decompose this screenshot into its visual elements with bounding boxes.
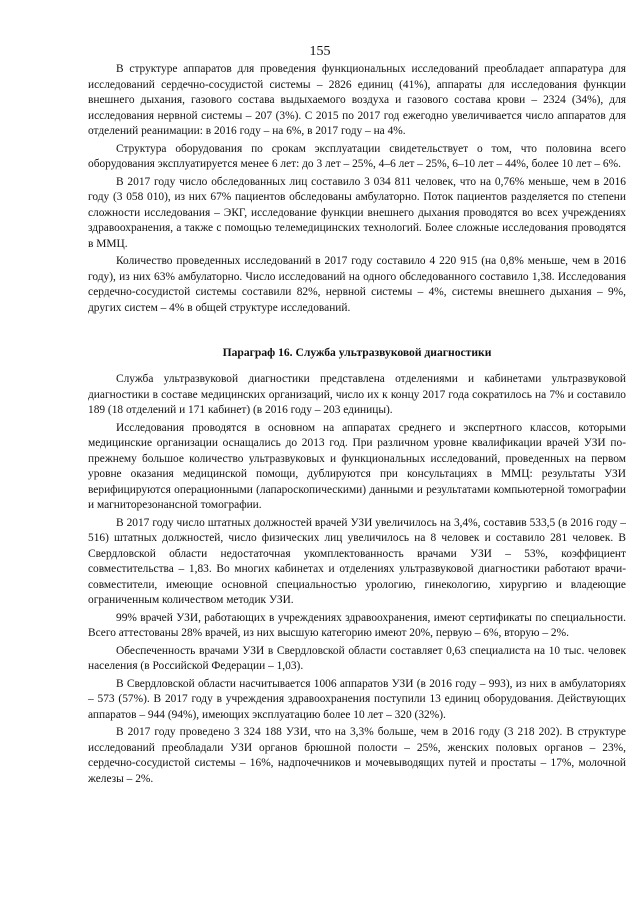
section-title: Параграф 16. Служба ультразвуковой диагностики bbox=[222, 346, 492, 359]
body-text-after bbox=[88, 372, 626, 789]
paragraph: 99% врачей УЗИ, работающих в учреждениях здравоохранения, имеют сертификаты по специальности. Всего аттестованы 28% врачей, из них высшую категорию имеют 20%, первую – 6%, вторую – 2%. bbox=[88, 611, 626, 639]
paragraph: Служба ультразвуковой диагностики представлена отделениями и кабинетами ультразвуковой диагностики в составе медицинских организаций, число их к концу 2017 года сократилось на 7% и составило 189 (18 отделений и 171 кабинет) (в 2016 году – 203 единицы). bbox=[88, 373, 626, 416]
paragraph: Исследования проводятся в основном на аппаратах среднего и экспертного классов, которыми медицинские организации оснащались до 2013 год. При различном уровне квалификации врачей УЗИ по-прежнему большое количество ультразвуковых и функциональных исследований, проведенных на первом уровне оказания медицинской помощи, дублируются при консультациях в ММЦ: результаты УЗИ верифицируются операционными (лапароскопическими) данными и результатами компьютерной томографии и магниторезонансной томографии. bbox=[88, 421, 626, 511]
paragraph: В 2017 году число штатных должностей врачей УЗИ увеличилось на 3,4%, составив 533,5 (в 2016 году – 516) штатных должностей, число физических лиц увеличилось на 8 человек и составило 281 человек. В Свердловской области недостаточная укомплектованность врачами УЗИ – 53%, коэффициент совместительства – 1,83. Во многих кабинетах и отделениях ультразвуковой диагностики работают врачи-совместители, имеющие основной специальностью урологию, гинекологию, хирургию и владеющие ограниченным количеством методик УЗИ. bbox=[88, 516, 626, 606]
paragraph: В Свердловской области насчитывается 1006 аппаратов УЗИ (в 2016 году – 993), из них в амбулаториях – 573 (57%). В 2017 году в учреждения здравоохранения поступили 13 единиц оборудования. Действующих аппаратов – 944 (94%), имеющих эксплуатацию более 10 лет – 320 (32%). bbox=[88, 677, 626, 721]
body-text-before bbox=[88, 62, 626, 318]
paragraph: Структура оборудования по срокам эксплуатации свидетельствует о том, что половина всего оборудования эксплуатируется менее 6 лет: до 3 лет – 25%, 4–6 лет – 25%, 6–10 лет – 44%, более 10 лет – 6%. bbox=[88, 142, 626, 170]
paragraph: Количество проведенных исследований в 2017 году составило 4 220 915 (на 0,8% меньше, чем в 2016 году), из них 63% амбулаторно. Число исследований на одного обследованного составило 1,38. Исследования сердечно-сосудистой системы составили 82%, нервной системы – 4%, системы внешнего дыхания – 9%, других систем – 4% в общей структуре исследований. bbox=[88, 255, 626, 314]
page-number: 155 bbox=[309, 44, 331, 59]
paragraph: В 2017 году проведено 3 324 188 УЗИ, что на 3,3% больше, чем в 2016 году (3 218 202). В структуре исследований преобладали УЗИ органов брюшной полости – 25%, женских половых органов – 23%, сердечно-сосудистой системы – 16%, надпочечников и мочевыводящих путей и простаты – 17%, молочной железы – 2%. bbox=[88, 726, 626, 785]
paragraph: Обеспеченность врачами УЗИ в Свердловской области составляет 0,63 специалиста на 10 тыс. человек населения (в Российской Федерации – 1,03). bbox=[88, 644, 626, 672]
paragraph: В 2017 году число обследованных лиц составило 3 034 811 человек, что на 0,76% меньше, чем в 2016 году (3 058 010), из них 67% пациентов обследованы амбулаторно. Поток пациентов разделяется по степени сложности исследования – ЭКГ, исследование функции внешнего дыхания проводятся во всех учреждениях здравоохранения, а также с помощью телемедицинских технологий. Более сложные исследования проводятся в ММЦ. bbox=[88, 175, 626, 250]
paragraph: В структуре аппаратов для проведения функциональных исследований преобладает аппаратура для исследований сердечно-сосудистой системы – 2826 единиц (41%), аппараты для исследования функции внешнего дыхания, газового состава выдыхаемого воздуха и газового состава крови – 2324 (34%), для исследования нервной системы – 207 (3%). С 2015 по 2017 год ежегодно увеличивается число аппаратов для отделений реанимации: в 2016 году – на 6%, в 2017 году – на 4%. bbox=[88, 63, 626, 137]
